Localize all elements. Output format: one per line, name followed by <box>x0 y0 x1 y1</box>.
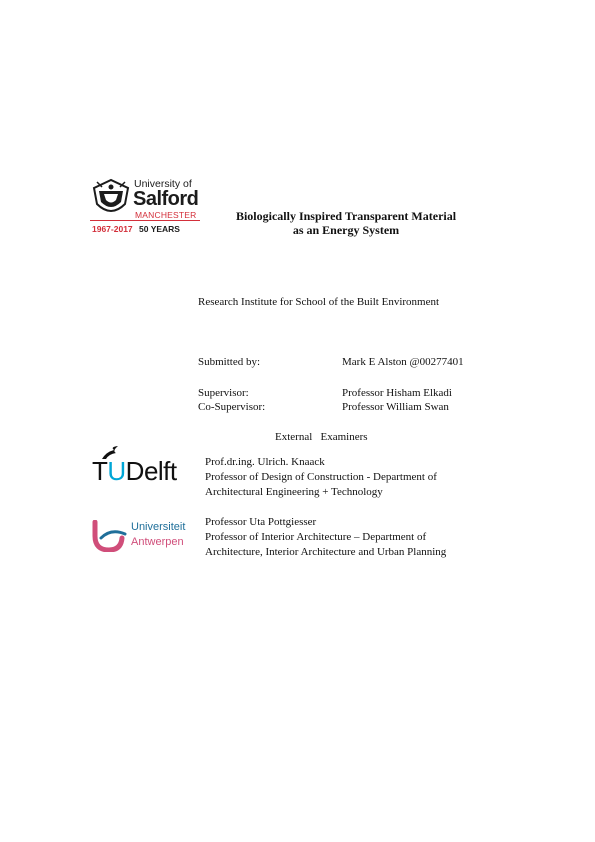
antwerp-examiner-title: Professor of Interior Architecture – Department of <box>205 531 427 543</box>
tudelft-logo <box>92 446 192 486</box>
antwerpen-line2: Antwerpen <box>131 536 184 548</box>
tudelft-u: U <box>107 456 126 486</box>
thesis-title <box>216 209 476 237</box>
delft-examiner-title: Professor of Design of Construction - Department of <box>205 471 437 483</box>
antwerpen-line1: Universiteit <box>131 521 186 533</box>
salford-line3: MANCHESTER <box>135 210 197 220</box>
antwerpen-logo <box>91 518 201 552</box>
institute-line: Research Institute for School of the Built Environment <box>198 296 440 308</box>
tudelft-t: T <box>92 456 108 486</box>
delft-examiner-name: Prof.dr.ing. Ulrich. Knaack <box>205 456 325 468</box>
title-line2: as an Energy System <box>292 223 400 237</box>
salford-rule <box>90 220 200 221</box>
supervisor-value: Professor Hisham Elkadi <box>342 387 452 399</box>
antwerp-examiner-dept: Architecture, Interior Architecture and Urban Planning <box>205 546 447 558</box>
salford-logo <box>90 176 202 236</box>
salford-years-label: 50 YEARS <box>139 224 180 234</box>
antwerp-examiner-name: Professor Uta Pottgiesser <box>205 516 317 528</box>
tudelft-rest: Delft <box>125 456 177 486</box>
tudelft-wordmark <box>92 456 177 487</box>
examiners-heading: External Examiners <box>275 431 368 443</box>
cosupervisor-label: Co-Supervisor: <box>198 401 266 413</box>
title-line1: Biologically Inspired Transparent Material <box>235 209 457 223</box>
delft-examiner-dept: Architectural Engineering + Technology <box>205 486 383 498</box>
supervisor-label: Supervisor: <box>198 387 249 399</box>
salford-line2: Salford <box>133 188 199 210</box>
salford-years <box>92 224 180 234</box>
submitted-by-label: Submitted by: <box>198 356 261 368</box>
salford-crest-icon <box>92 178 130 218</box>
submitted-by-value: Mark E Alston @00277401 <box>342 356 464 368</box>
antwerpen-u-icon <box>91 520 127 552</box>
cosupervisor-value: Professor William Swan <box>342 401 449 413</box>
salford-years-range: 1967-2017 <box>92 224 133 234</box>
salford-line1: University of <box>134 178 192 190</box>
